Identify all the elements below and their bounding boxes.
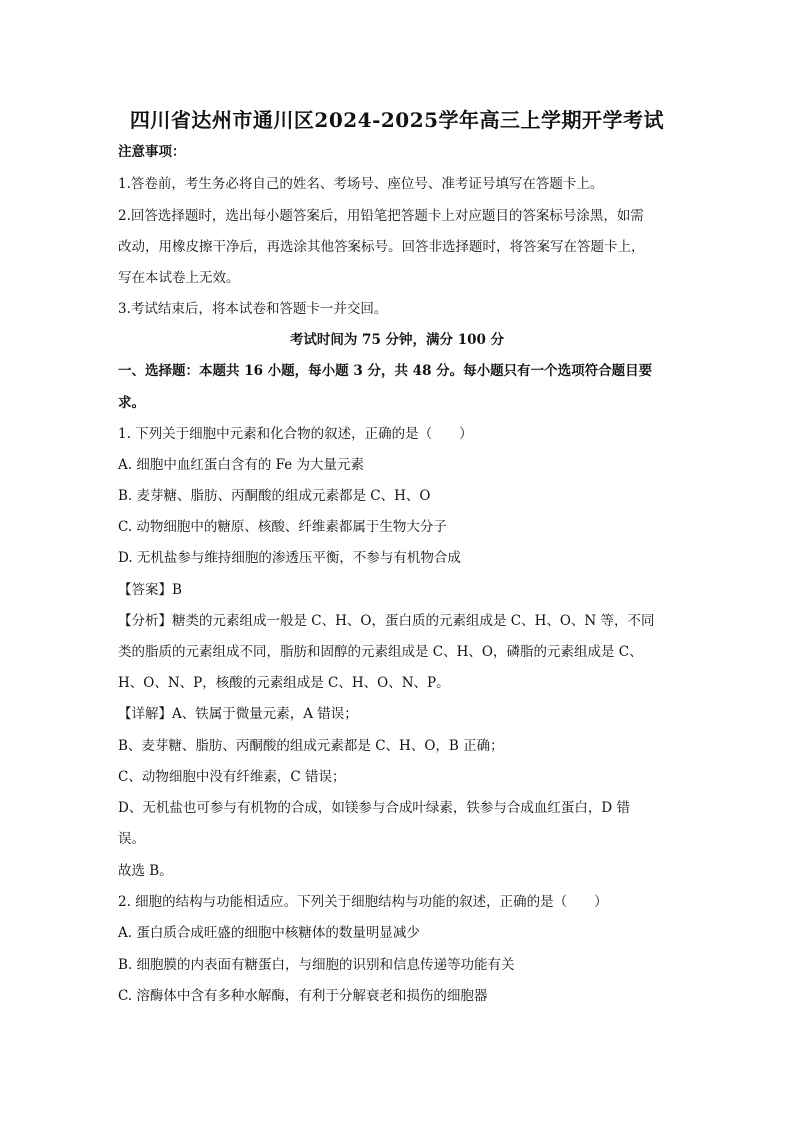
question-1-detail-line-4: D、无机盐也可参与有机物的合成，如镁参与合成叶绿素，铁参与合成血红蛋白，D 错: [118, 800, 630, 816]
section-heading-line-2: 求。: [118, 395, 145, 411]
question-1-option-b: B. 麦芽糖、脂肪、丙酮酸的组成元素都是 C、H、O: [118, 488, 431, 504]
question-2-option-c: C. 溶酶体中含有多种水解酶，有利于分解衰老和损伤的细胞器: [118, 988, 488, 1004]
question-2-option-a: A. 蛋白质合成旺盛的细胞中核糖体的数量明显减少: [118, 925, 420, 941]
question-1-detail-line-3: C、动物细胞中没有纤维素，C 错误；: [118, 769, 346, 785]
question-1-analysis-line-3: H、O、N、P，核酸的元素组成是 C、H、O、N、P。: [118, 675, 450, 691]
notice-line-4: 写在本试卷上无效。: [118, 270, 240, 286]
question-1-detail-line-6: 故选 B。: [118, 863, 173, 879]
question-1-analysis-line-1: 【分析】糖类的元素组成一般是 C、H、O，蛋白质的元素组成是 C、H、O、N 等，不同: [118, 613, 655, 629]
question-2-option-b: B. 细胞膜的内表面有糖蛋白，与细胞的识别和信息传递等功能有关: [118, 957, 515, 973]
exam-info: 考试时间为 75 分钟，满分 100 分: [289, 332, 505, 348]
section-heading-line-1: 一、选择题：本题共 16 小题，每小题 3 分，共 48 分。每小题只有一个选项符合题目要: [118, 363, 653, 379]
page-title: 四川省达州市通川区2024-2025学年高三上学期开学考试: [129, 108, 665, 132]
notice-line-1: 1.答卷前，考生务必将自己的姓名、考场号、座位号、准考证号填写在答题卡上。: [118, 176, 604, 192]
question-1-option-a: A. 细胞中血红蛋白含有的 Fe 为大量元素: [118, 457, 365, 473]
question-1-option-d: D. 无机盐参与维持细胞的渗透压平衡，不参与有机物合成: [118, 550, 461, 566]
notice-line-5: 3.考试结束后，将本试卷和答题卡一并交回。: [118, 301, 388, 317]
notice-heading: 注意事项：: [118, 144, 186, 160]
notice-line-2: 2.回答选择题时，选出每小题答案后，用铅笔把答题卡上对应题目的答案标号涂黑，如需: [118, 208, 644, 224]
question-1-option-c: C. 动物细胞中的糖原、核酸、纤维素都属于生物大分子: [118, 519, 447, 535]
question-2-stem: 2. 细胞的结构与功能相适应。下列关于细胞结构与功能的叙述，正确的是（ ）: [118, 894, 608, 910]
question-1-stem: 1. 下列关于细胞中元素和化合物的叙述，正确的是（ ）: [118, 426, 473, 442]
question-1-detail-line-5: 误。: [118, 831, 145, 847]
question-1-detail-line-2: B、麦芽糖、脂肪、丙酮酸的组成元素都是 C、H、O，B 正确；: [118, 738, 504, 754]
notice-line-3: 改动，用橡皮擦干净后，再选涂其他答案标号。回答非选择题时，将答案写在答题卡上，: [118, 239, 645, 255]
question-1-analysis-line-2: 类的脂质的元素组成不同，脂肪和固醇的元素组成是 C、H、O，磷脂的元素组成是 C、: [118, 644, 643, 660]
question-1-detail-line-1: 【详解】A、铁属于微量元素，A 错误；: [118, 706, 358, 722]
question-1-answer: 【答案】B: [118, 582, 182, 598]
